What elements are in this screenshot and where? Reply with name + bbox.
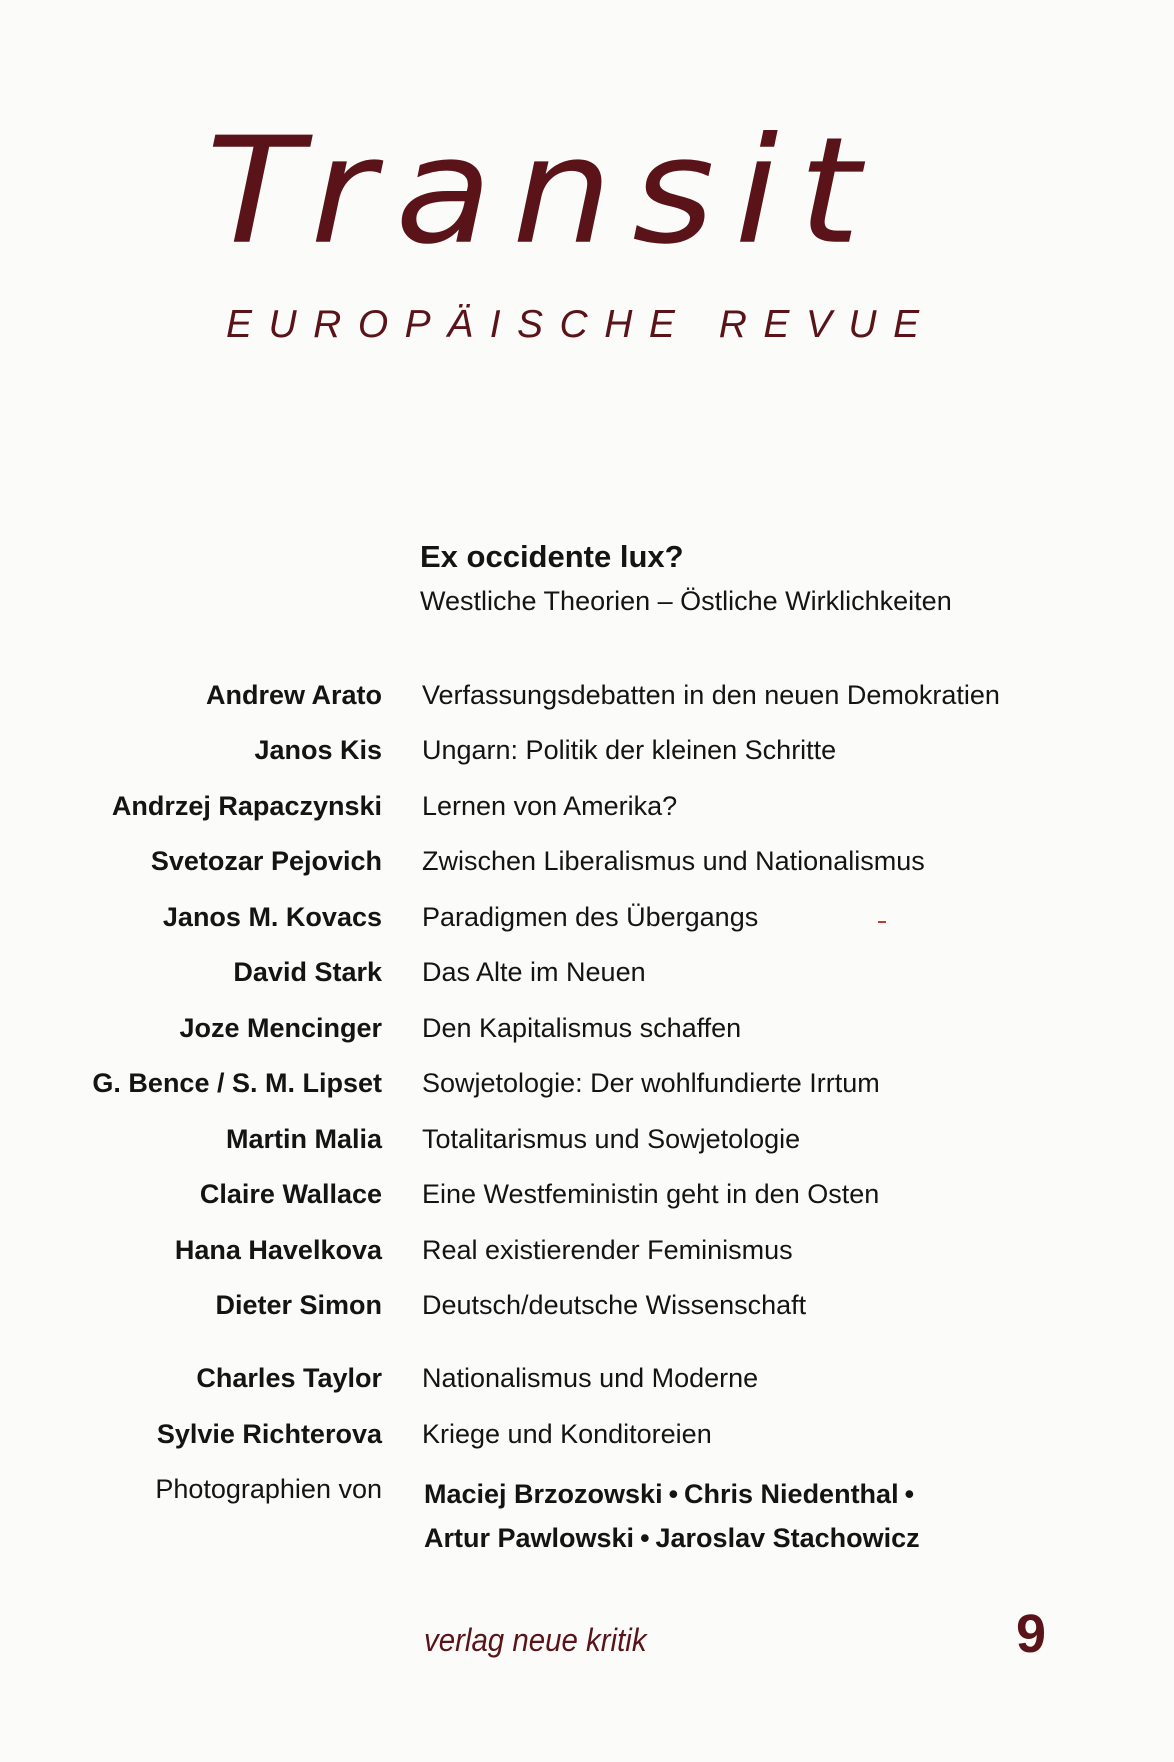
toc-article: Ungarn: Politik der kleinen Schritte — [422, 735, 837, 765]
toc-author: Svetozar Pejovich — [150, 846, 382, 876]
theme-heading: Ex occidente lux? — [420, 539, 684, 574]
photographer-list — [424, 1472, 1084, 1560]
journal-title: Transit — [206, 105, 881, 278]
journal-subtitle: EUROPÄISCHE REVUE — [226, 303, 936, 346]
toc-author: Andrew Arato — [205, 680, 382, 710]
toc-row — [0, 789, 1174, 831]
publisher-name: verlag neue kritik — [424, 1622, 647, 1658]
toc-row — [0, 1417, 1174, 1459]
photographer-line — [424, 1516, 1084, 1560]
toc-author: Dieter Simon — [215, 1290, 382, 1320]
toc-article: Sowjetologie: Der wohlfundierte Irrtum — [422, 1068, 880, 1098]
photographer-name: Jaroslav Stachowicz — [655, 1523, 920, 1553]
toc-article: Real existierender Feminismus — [422, 1235, 793, 1265]
photographer-name: Artur Pawlowski — [424, 1523, 635, 1553]
print-speck — [878, 921, 886, 923]
toc-row — [0, 844, 1174, 886]
toc-row — [0, 1122, 1174, 1164]
toc-author: Martin Malia — [225, 1124, 382, 1154]
toc-row — [0, 900, 1174, 942]
toc-article: Zwischen Liberalismus und Nationalismus — [422, 846, 925, 876]
toc-row — [0, 1233, 1174, 1275]
toc-row — [0, 1288, 1174, 1330]
toc-article: Das Alte im Neuen — [422, 957, 646, 987]
photo-credit-label: Photographien von — [155, 1474, 382, 1504]
toc-article: Nationalismus und Moderne — [422, 1363, 759, 1393]
photographer-line — [424, 1472, 1084, 1516]
bullet-separator: • — [640, 1523, 650, 1553]
issue-number: 9 — [1016, 1604, 1047, 1664]
toc-row — [0, 1361, 1174, 1403]
toc-author: Janos M. Kovacs — [162, 902, 382, 932]
toc-article: Lernen von Amerika? — [422, 791, 678, 821]
toc-article: Totalitarismus und Sowjetologie — [422, 1124, 801, 1154]
bullet-separator: • — [668, 1479, 679, 1509]
toc-author: Claire Wallace — [199, 1179, 382, 1209]
toc-article: Paradigmen des Übergangs — [422, 902, 759, 932]
toc-article: Verfassungsdebatten in den neuen Demokratien — [422, 680, 1000, 710]
toc-article: Eine Westfeministin geht in den Osten — [422, 1179, 880, 1209]
toc-article: Deutsch/deutsche Wissenschaft — [422, 1290, 807, 1320]
toc-author: Sylvie Richterova — [156, 1419, 382, 1449]
bullet-separator: • — [904, 1479, 915, 1509]
toc-author: G. Bence / S. M. Lipset — [92, 1068, 382, 1098]
toc-author: Joze Mencinger — [179, 1013, 382, 1043]
toc-row — [0, 1066, 1174, 1108]
theme-subheading: Westliche Theorien – Östliche Wirklichkeiten — [420, 586, 952, 616]
toc-author: Janos Kis — [254, 735, 382, 765]
photographer-name: Chris Niedenthal — [684, 1479, 899, 1509]
issue-theme — [420, 538, 1120, 618]
toc-row — [0, 678, 1174, 720]
toc-row — [0, 1177, 1174, 1219]
toc-author: Charles Taylor — [196, 1363, 382, 1393]
toc-author: Andrzej Rapaczynski — [111, 791, 382, 821]
masthead — [0, 0, 1174, 360]
photographer-name: Maciej Brzozowski — [424, 1479, 663, 1509]
toc-article: Kriege und Konditoreien — [422, 1419, 712, 1449]
toc-author: David Stark — [233, 957, 382, 987]
toc-article: Den Kapitalismus schaffen — [422, 1013, 742, 1043]
toc-row — [0, 955, 1174, 997]
toc-row — [0, 1011, 1174, 1053]
toc-author: Hana Havelkova — [174, 1235, 382, 1265]
toc-row — [0, 733, 1174, 775]
